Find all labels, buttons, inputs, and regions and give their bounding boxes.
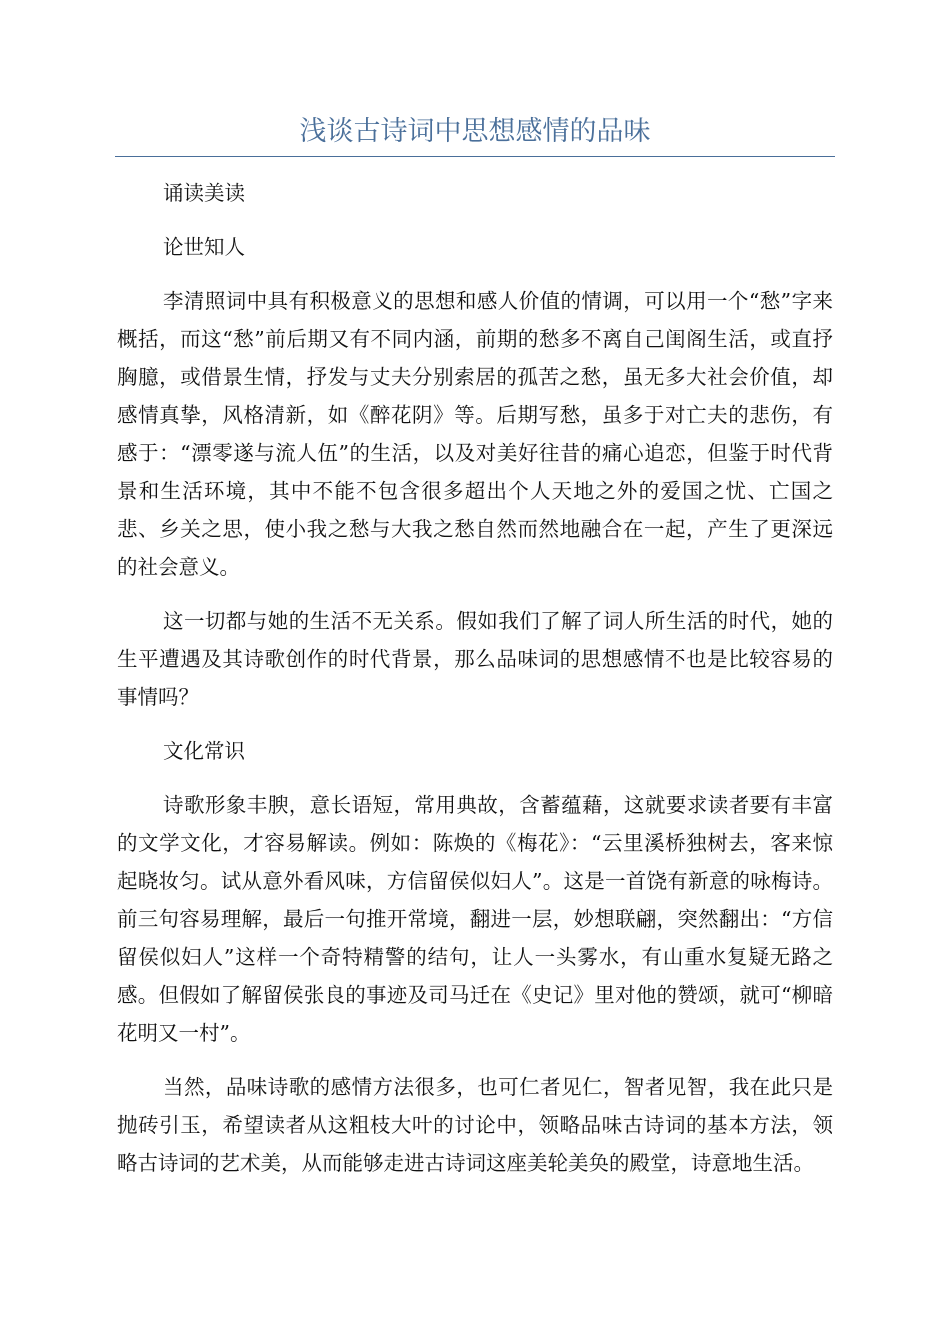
paragraph-plum-poem: 诗歌形象丰腴，意长语短，常用典故，含蓄蕴藉，这就要求读者要有丰富的文学文化，才容易解读。例如：陈焕的《梅花》：“云里溪桥独树去，客来惊起晓妆匀。试从意外看风味，方信留侯似妇人”。这是一首饶有新意的咏梅诗。前三句容易理解，最后一句推开常境，翻进一层，妙想联翩，突然翻出：“方信留侯似妇人”这样一个奇特精警的结句，让人一头雾水，有山重水复疑无路之感。但假如了解留侯张良的事迹及司马迁在《史记》里对他的赞颂，就可“柳暗花明又一村”。	[117, 793, 833, 1045]
document-title: 浅谈古诗词中思想感情的品味	[299, 116, 651, 147]
section-heading-recitation: 诵读美读	[163, 181, 245, 205]
paragraph-conclusion: 当然，品味诗歌的感情方法很多，也可仁者见仁，智者见智，我在此只是抛砖引玉，希望读者从这粗枝大叶的讨论中，领略品味古诗词的基本方法，领略古诗词的艺术美，从而能够走进古诗词这座美轮美奂的殿堂，诗意地生活。	[117, 1075, 833, 1175]
section-heading-culture: 文化常识	[163, 739, 245, 763]
title-block	[115, 112, 835, 157]
paragraph-li-qingzhao: 李清照词中具有积极意义的思想和感人价值的情调，可以用一个“愁”字来概括，而这“愁”前后期又有不同内涵，前期的愁多不离自己闺阁生活，或直抒胸臆，或借景生情，抒发与丈夫分别索居的孤苦之愁，虽无多大社会价值，却感情真挚，风格清新，如《醉花阴》等。后期写愁，虽多于对亡夫的悲伤，有感于：“漂零遂与流人伍”的生活，以及对美好往昔的痛心追恋，但鉴于时代背景和生活环境，其中不能不包含很多超出个人天地之外的爱国之忧、亡国之悲、乡关之思，使小我之愁与大我之愁自然而然地融合在一起，产生了更深远的社会意义。	[117, 289, 833, 579]
section-heading-context: 论世知人	[163, 235, 245, 259]
document-body	[117, 174, 833, 1198]
paragraph-life-relation: 这一切都与她的生活不无关系。假如我们了解了词人所生活的时代，她的生平遭遇及其诗歌创作的时代背景，那么品味词的思想感情不也是比较容易的事情吗？	[117, 609, 833, 709]
